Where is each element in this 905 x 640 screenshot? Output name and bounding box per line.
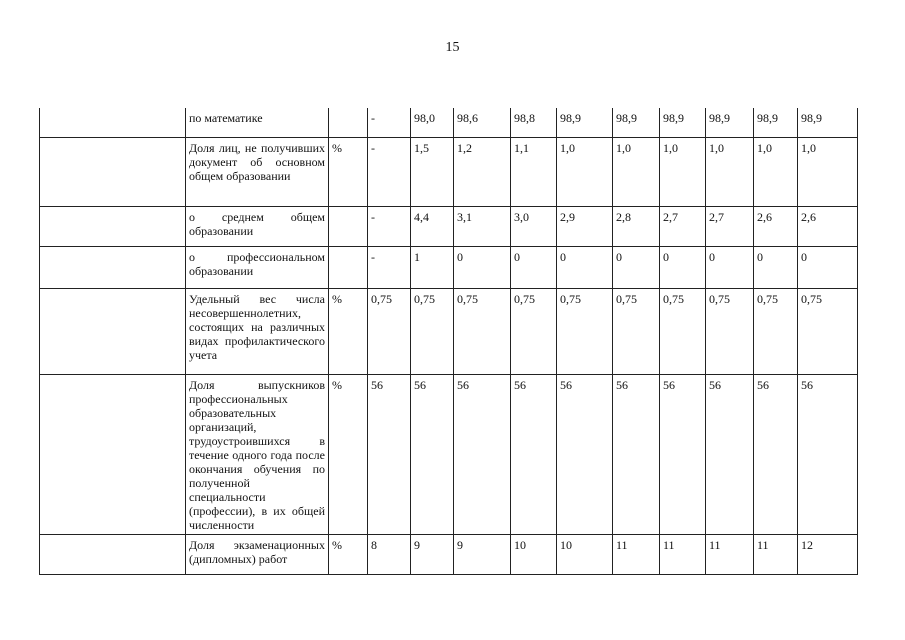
- value-cell: 0,75: [798, 288, 858, 374]
- value-cell: 0: [613, 246, 660, 288]
- value-cell: 56: [454, 374, 511, 534]
- value-cell: 1,0: [660, 137, 706, 206]
- value-cell: 11: [613, 534, 660, 574]
- value-cell: 1,0: [706, 137, 754, 206]
- value-cell: 56: [511, 374, 557, 534]
- table-row: [40, 534, 858, 574]
- unit-cell: %: [329, 288, 368, 374]
- row-number-cell: [40, 534, 186, 574]
- description-cell: о среднем общем образовании: [186, 206, 329, 246]
- value-cell: 0,75: [368, 288, 411, 374]
- value-cell: 98,9: [660, 108, 706, 137]
- unit-cell: [329, 108, 368, 137]
- value-cell: 0: [557, 246, 613, 288]
- value-cell: -: [368, 108, 411, 137]
- value-cell: 0,75: [454, 288, 511, 374]
- value-cell: 9: [454, 534, 511, 574]
- row-number-cell: [40, 288, 186, 374]
- value-cell: 10: [511, 534, 557, 574]
- value-cell: 98,8: [511, 108, 557, 137]
- value-cell: 0,75: [660, 288, 706, 374]
- value-cell: 2,7: [660, 206, 706, 246]
- value-cell: 0: [660, 246, 706, 288]
- value-cell: 0: [798, 246, 858, 288]
- unit-cell: [329, 206, 368, 246]
- table-row: [40, 246, 858, 288]
- value-cell: 2,8: [613, 206, 660, 246]
- description-cell: Удельный вес числа несовершеннолетних, состоящих на различных видах профилактического учета: [186, 288, 329, 374]
- value-cell: 0,75: [754, 288, 798, 374]
- description-cell: Доля лиц, не получивших документ об основном общем образовании: [186, 137, 329, 206]
- value-cell: 1,5: [411, 137, 454, 206]
- value-cell: 0: [754, 246, 798, 288]
- description-cell: о профессиональном образовании: [186, 246, 329, 288]
- value-cell: 11: [660, 534, 706, 574]
- value-cell: 0: [706, 246, 754, 288]
- value-cell: 0: [454, 246, 511, 288]
- row-number-cell: [40, 246, 186, 288]
- row-number-cell: [40, 206, 186, 246]
- value-cell: 98,9: [557, 108, 613, 137]
- value-cell: 98,9: [706, 108, 754, 137]
- table-row: [40, 288, 858, 374]
- value-cell: 3,1: [454, 206, 511, 246]
- value-cell: 56: [754, 374, 798, 534]
- value-cell: 2,6: [798, 206, 858, 246]
- unit-cell: %: [329, 374, 368, 534]
- row-number-cell: [40, 108, 186, 137]
- value-cell: 56: [798, 374, 858, 534]
- value-cell: 2,7: [706, 206, 754, 246]
- value-cell: 56: [411, 374, 454, 534]
- page-number: 15: [445, 40, 460, 55]
- value-cell: 1,0: [754, 137, 798, 206]
- value-cell: 10: [557, 534, 613, 574]
- value-cell: 98,0: [411, 108, 454, 137]
- indicators-table: [39, 108, 858, 575]
- value-cell: 0,75: [557, 288, 613, 374]
- table-row: [40, 137, 858, 206]
- unit-cell: [329, 246, 368, 288]
- value-cell: 12: [798, 534, 858, 574]
- value-cell: 1,0: [557, 137, 613, 206]
- value-cell: 1,1: [511, 137, 557, 206]
- value-cell: 2,6: [754, 206, 798, 246]
- table-row: [40, 206, 858, 246]
- value-cell: 0,75: [511, 288, 557, 374]
- value-cell: 0,75: [411, 288, 454, 374]
- value-cell: 56: [706, 374, 754, 534]
- value-cell: 56: [557, 374, 613, 534]
- value-cell: 0,75: [706, 288, 754, 374]
- value-cell: -: [368, 137, 411, 206]
- value-cell: 1,0: [798, 137, 858, 206]
- value-cell: 9: [411, 534, 454, 574]
- description-cell: Доля экзаменационных (дипломных) работ: [186, 534, 329, 574]
- unit-cell: %: [329, 137, 368, 206]
- value-cell: -: [368, 246, 411, 288]
- value-cell: 11: [754, 534, 798, 574]
- value-cell: 2,9: [557, 206, 613, 246]
- value-cell: 8: [368, 534, 411, 574]
- value-cell: 56: [660, 374, 706, 534]
- description-cell: Доля выпускников профессиональных образовательных организаций, трудоустроившихся в течение одного года после окончания обучения по полученной специальности (профессии), в их общей численности: [186, 374, 329, 534]
- unit-cell: %: [329, 534, 368, 574]
- table-row: [40, 374, 858, 534]
- value-cell: 4,4: [411, 206, 454, 246]
- value-cell: 98,9: [613, 108, 660, 137]
- value-cell: 0: [511, 246, 557, 288]
- value-cell: 56: [613, 374, 660, 534]
- value-cell: 3,0: [511, 206, 557, 246]
- value-cell: 98,9: [798, 108, 858, 137]
- row-number-cell: [40, 374, 186, 534]
- value-cell: 1: [411, 246, 454, 288]
- value-cell: 98,6: [454, 108, 511, 137]
- value-cell: -: [368, 206, 411, 246]
- value-cell: 56: [368, 374, 411, 534]
- table-row: [40, 108, 858, 137]
- value-cell: 1,0: [613, 137, 660, 206]
- value-cell: 11: [706, 534, 754, 574]
- value-cell: 0,75: [613, 288, 660, 374]
- row-number-cell: [40, 137, 186, 206]
- description-cell: по математике: [186, 108, 329, 137]
- value-cell: 1,2: [454, 137, 511, 206]
- value-cell: 98,9: [754, 108, 798, 137]
